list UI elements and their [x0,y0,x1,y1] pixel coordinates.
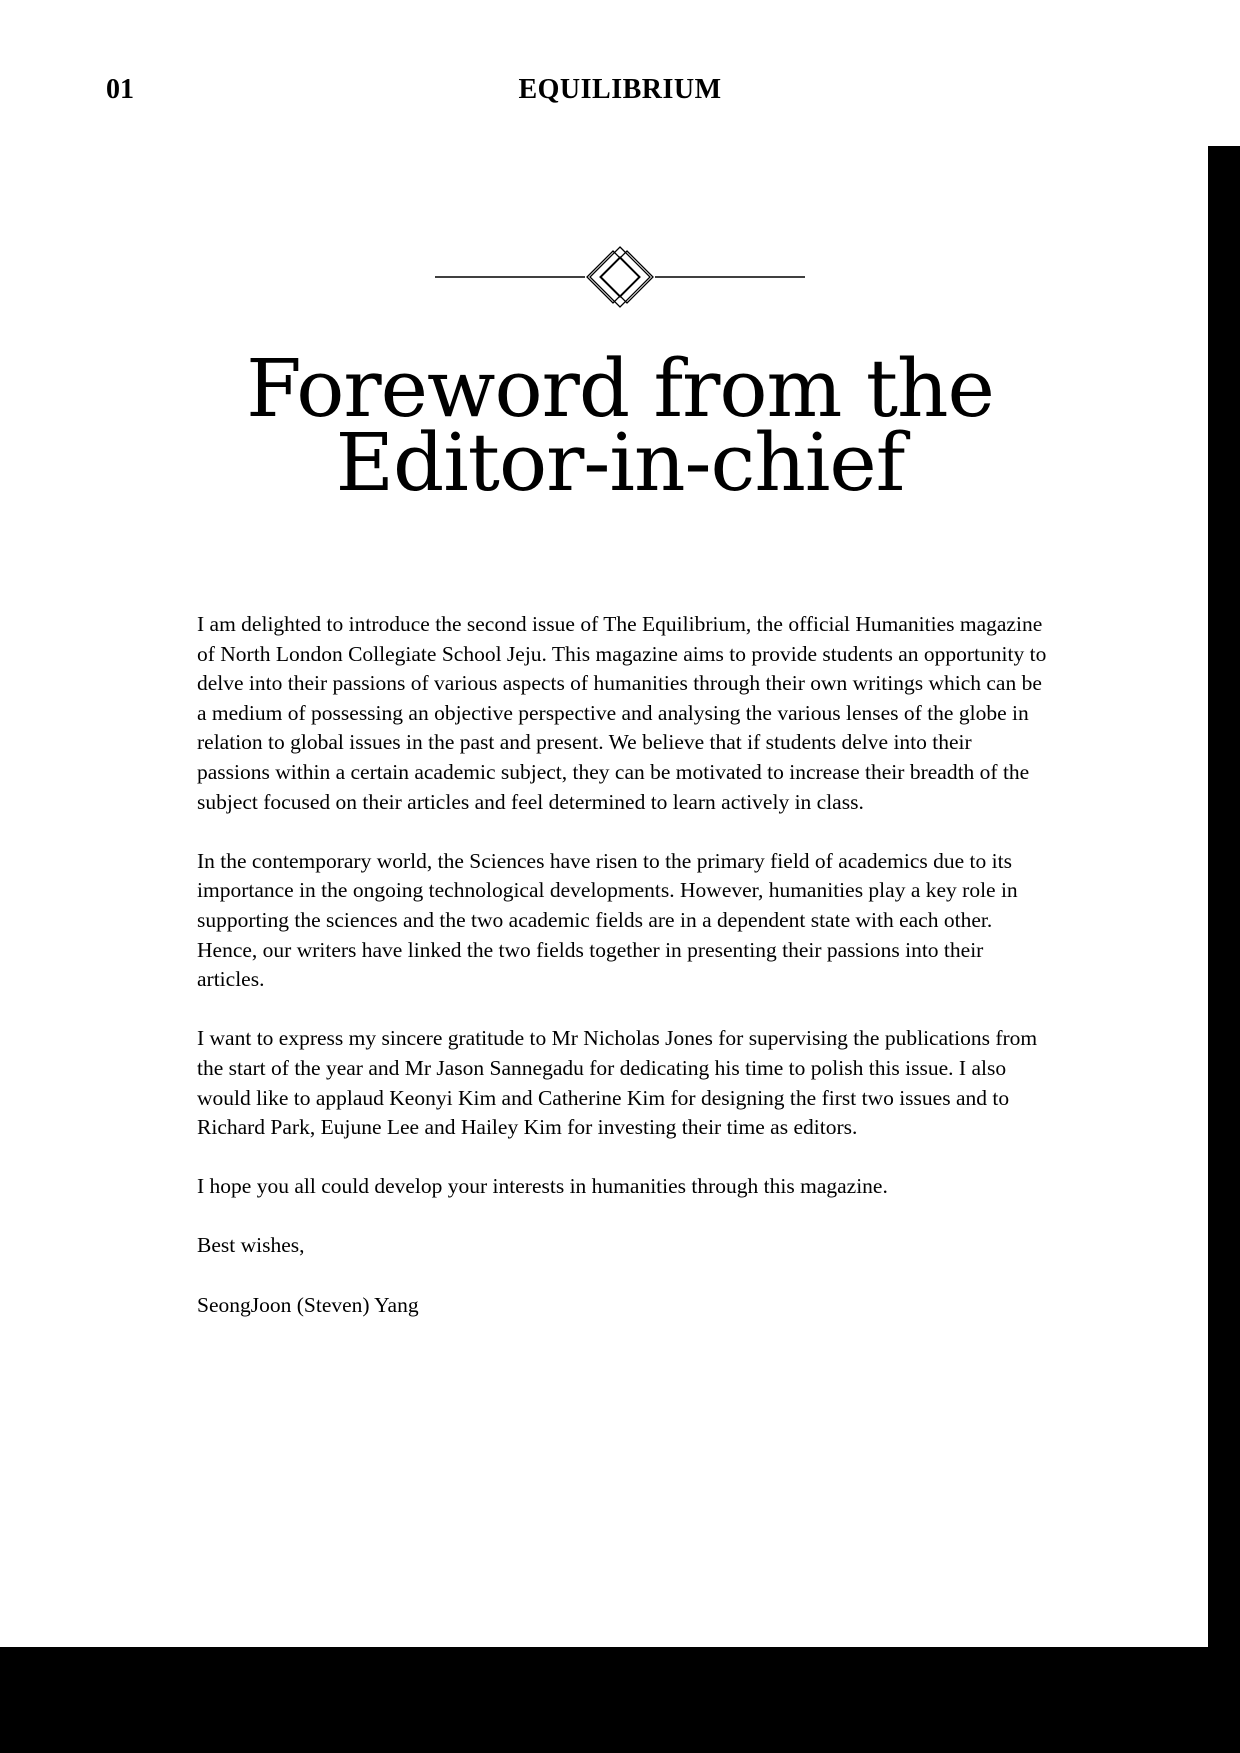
page-number: 01 [106,74,134,105]
paragraph-sciences: In the contemporary world, the Sciences have risen to the primary field of academics due to its importance in the ongoing technological developments. However, humanities play a key role in supporting the sciences and the two academic fields are in a dependent state with each other. Hence, our writers have linked the two fields together in presenting their passions into their articles. [197,848,1018,992]
diamond-divider-icon [430,245,810,309]
page-title [0,342,1240,509]
paragraph-hope: I hope you all could develop your interests in humanities through this magazine. [197,1174,888,1199]
author-signature: SeongJoon (Steven) Yang [197,1292,419,1317]
magazine-title: EQUILIBRIUM [518,74,722,105]
bottom-black-bar [0,1647,1240,1753]
closing-salutation: Best wishes, [197,1233,305,1258]
foreword-body [197,610,1047,1350]
paragraph-gratitude: I want to express my sincere gratitude to Mr Nicholas Jones for supervising the publications from the start of the year and Mr Jason Sannegadu for dedicating his time to polish this issue. I also would like to applaud Keonyi Kim and Catherine Kim for designing the first two issues and to Richard Park, Eujune Lee and Hailey Kim for investing their time as editors. [197,1026,1038,1140]
paragraph-introduction: I am delighted to introduce the second issue of The Equilibrium, the official Humanities magazine of North London Collegiate School Jeju. This magazine aims to provide students an opportunity to delve into their passions of various aspects of humanities through their own writings which can be a medium of possessing an objective perspective and analysing the various lenses of the globe in relation to global issues in the past and present. We believe that if students delve into their passions within a certain academic subject, they can be motivated to increase their breadth of the subject focused on their articles and feel determined to learn actively in class. [197,612,1047,814]
page-title-line-1: Foreword from the [246,342,994,435]
page-title-line-2: Editor-in-chief [335,416,905,509]
